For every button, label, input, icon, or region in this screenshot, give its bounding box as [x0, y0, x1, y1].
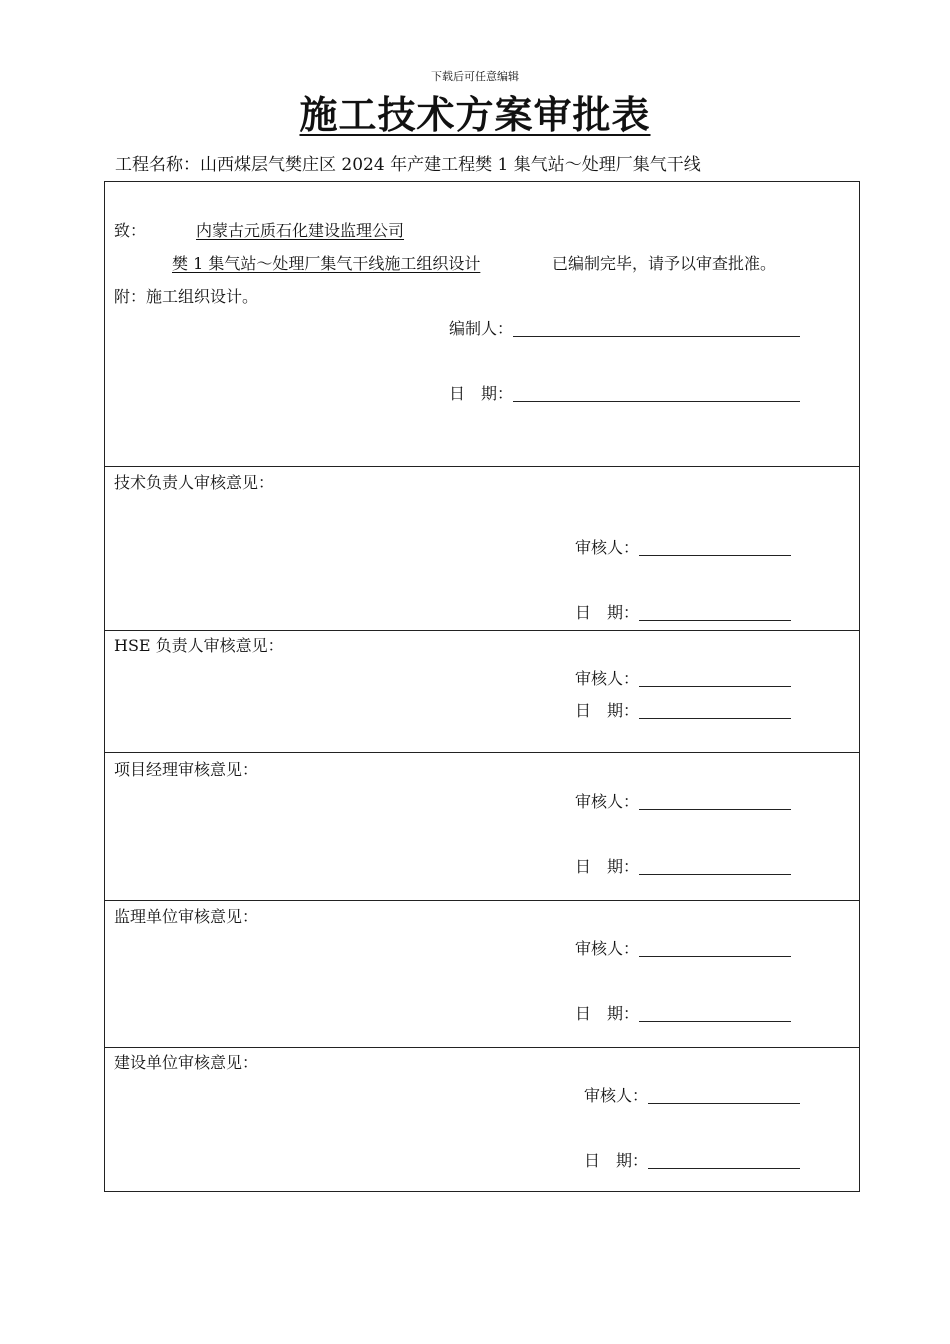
date-field[interactable]: [639, 858, 791, 875]
project-name: 山西煤层气樊庄区 2024 年产建工程樊 1 集气站～处理厂集气干线: [200, 155, 701, 175]
date-field[interactable]: [648, 1152, 800, 1169]
reviewer-signature: [575, 936, 791, 959]
review-section-supervision: [105, 901, 859, 1048]
submission-section: [105, 182, 859, 467]
project-label: 工程名称：: [115, 155, 200, 175]
date-field[interactable]: [639, 1005, 791, 1022]
attachment-line: 附：施工组织设计。: [114, 287, 259, 306]
date-label: 日 期：: [575, 701, 640, 720]
review-date: [575, 600, 791, 623]
reviewer-label: 审核人：: [575, 939, 640, 958]
reviewer-field[interactable]: [639, 940, 791, 957]
section-title: 技术负责人审核意见：: [114, 473, 275, 492]
doc-name: 樊 1 集气站～处理厂集气干线施工组织设计: [172, 254, 481, 273]
date-label: 日 期：: [575, 1004, 640, 1023]
doc-line: [152, 251, 776, 274]
reviewer-label: 审核人：: [575, 538, 640, 557]
date-label: 日 期：: [449, 384, 514, 403]
preparer-field[interactable]: [513, 320, 800, 337]
reviewer-signature: [575, 666, 791, 689]
page-title: [0, 84, 950, 139]
section-title: 监理单位审核意见：: [114, 907, 259, 926]
to-org-field[interactable]: [146, 218, 510, 241]
to-org: 内蒙古元质石化建设监理公司: [196, 221, 405, 240]
date-label: 日 期：: [584, 1151, 649, 1170]
review-date: [575, 854, 791, 877]
date-label: 日 期：: [575, 603, 640, 622]
reviewer-field[interactable]: [639, 539, 791, 556]
reviewer-signature: [584, 1083, 800, 1106]
reviewer-field[interactable]: [639, 670, 791, 687]
statement-text: 已编制完毕，请予以审查批准。: [552, 254, 777, 273]
section-title: 建设单位审核意见：: [114, 1053, 259, 1072]
to-line: [114, 218, 510, 241]
review-section-technical: [105, 467, 859, 631]
review-section-owner: [105, 1048, 859, 1191]
section-title: 项目经理审核意见：: [114, 760, 259, 779]
date-field[interactable]: [639, 604, 791, 621]
reviewer-label: 审核人：: [575, 669, 640, 688]
date-label: 日 期：: [575, 857, 640, 876]
to-label: 致：: [114, 221, 147, 240]
date-field[interactable]: [639, 702, 791, 719]
reviewer-label: 审核人：: [584, 1086, 649, 1105]
review-section-project-manager: [105, 753, 859, 901]
review-section-hse: [105, 631, 859, 753]
title-text: 施工技术方案审批表: [299, 92, 651, 137]
review-date: [575, 698, 791, 721]
reviewer-field[interactable]: [648, 1087, 800, 1104]
date-field[interactable]: [513, 385, 800, 402]
reviewer-signature: [575, 789, 791, 812]
review-date: [584, 1148, 800, 1171]
approval-form-table: [104, 181, 860, 1192]
preparer-signature: [449, 316, 800, 339]
review-date: [575, 1001, 791, 1024]
download-note: 下载后可任意编辑: [431, 70, 519, 83]
project-name-line: [115, 150, 701, 175]
reviewer-field[interactable]: [639, 793, 791, 810]
reviewer-label: 审核人：: [575, 792, 640, 811]
reviewer-signature: [575, 535, 791, 558]
section-title: HSE 负责人审核意见：: [114, 636, 284, 655]
doc-name-field[interactable]: [152, 251, 552, 274]
preparer-label: 编制人：: [449, 319, 514, 338]
submission-date: [449, 381, 800, 404]
